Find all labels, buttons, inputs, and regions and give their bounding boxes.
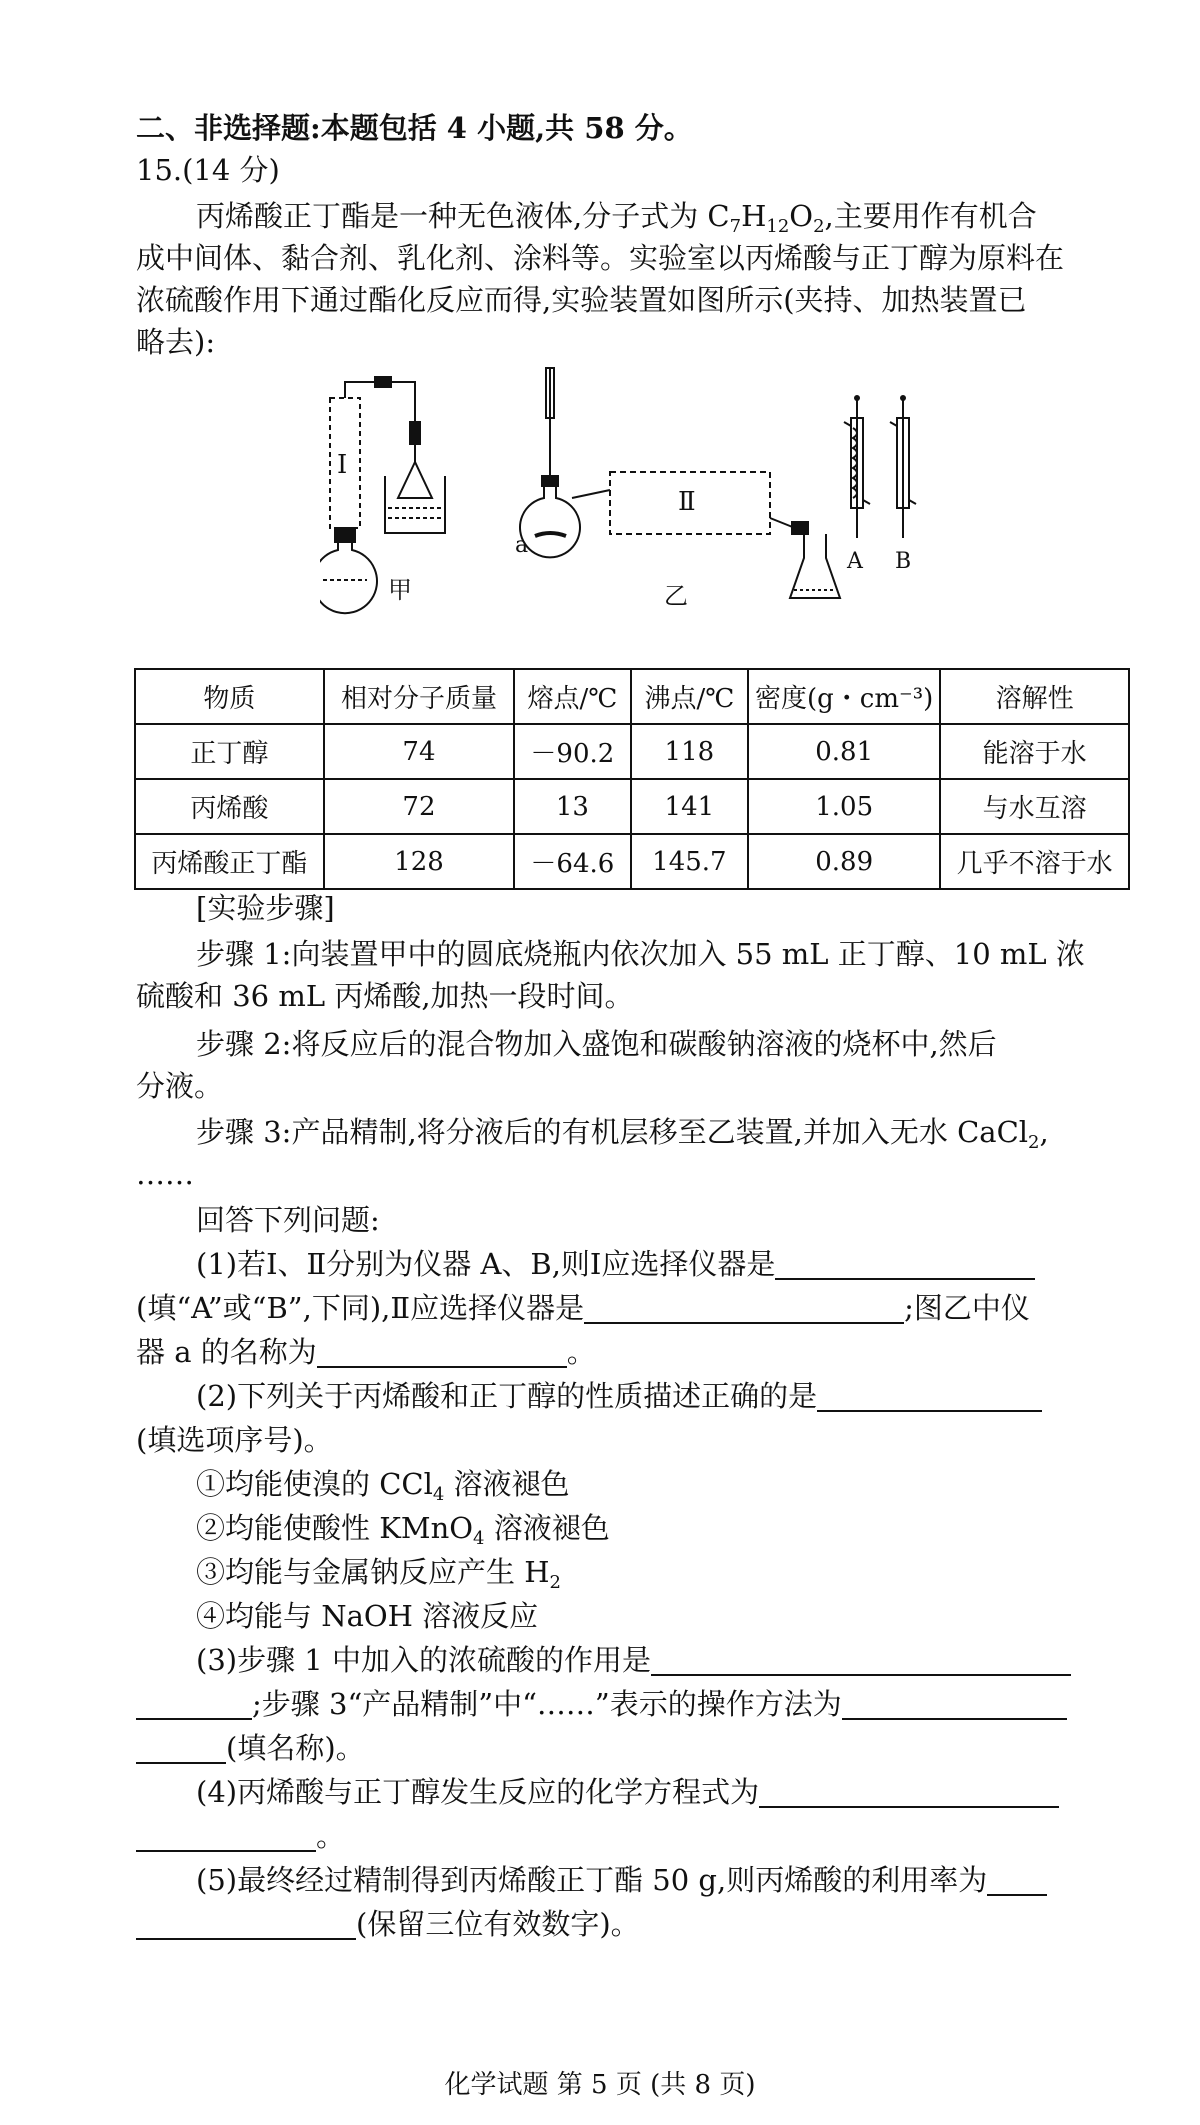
caption-jia: 甲: [388, 576, 412, 604]
q3-line-1: (3)步骤 1 中加入的浓硫酸的作用是: [196, 1640, 1126, 1680]
table-cell: 丙烯酸: [135, 779, 324, 834]
step2-line-1: 步骤 2:将反应后的混合物加入盛饱和碳酸钠溶液的烧杯中,然后: [196, 1027, 997, 1061]
q5-blank-b[interactable]: [136, 1908, 356, 1940]
q2-line-2: (填选项序号)。: [136, 1423, 333, 1457]
table-row: [135, 724, 1129, 779]
table-cell: 74: [324, 724, 514, 779]
q5-line-1: (5)最终经过精制得到丙烯酸正丁酯 50 g,则丙烯酸的利用率为: [196, 1860, 1126, 1900]
intro-line-3: 浓硫酸作用下通过酯化反应而得,实验装置如图所示(夹持、加热装置已: [136, 283, 1027, 317]
q2-line-1: (2)下列关于丙烯酸和正丁醇的性质描述正确的是: [196, 1376, 1126, 1416]
q3-line-3: (填名称)。: [136, 1728, 1126, 1768]
q3-blank-2a[interactable]: [842, 1688, 1067, 1720]
q1-line-3: 器 a 的名称为 。: [136, 1335, 596, 1369]
q2-option-1: ①均能使溴的 CCl$_4$ 溶液褪色: [196, 1467, 570, 1505]
q4-blank-b[interactable]: [136, 1820, 316, 1852]
table-cell: 72: [324, 779, 514, 834]
caption-yi: 乙: [664, 582, 688, 610]
instrument-B-top: [900, 395, 906, 401]
label-B: B: [895, 549, 912, 574]
label-I: Ⅰ: [337, 450, 348, 480]
q3-blank-1a[interactable]: [651, 1644, 1071, 1676]
table-header-cell: 密度(g・cm⁻³): [748, 669, 940, 724]
q4-blank-a[interactable]: [759, 1776, 1059, 1808]
table-row: [135, 834, 1129, 889]
step3-line-1: 步骤 3:产品精制,将分液后的有机层移至乙装置,并加入无水 CaCl$_2$,: [196, 1115, 1049, 1153]
step2-line-2: 分液。: [136, 1069, 224, 1103]
table-cell: 128: [324, 834, 514, 889]
label-II: Ⅱ: [678, 487, 696, 517]
table-header-cell: 沸点/℃: [631, 669, 749, 724]
table-header-cell: 物质: [135, 669, 324, 724]
q4-line-1: (4)丙烯酸与正丁醇发生反应的化学方程式为: [196, 1772, 1126, 1812]
q2-blank[interactable]: [817, 1380, 1042, 1412]
q2-option-4: ④均能与 NaOH 溶液反应: [196, 1599, 539, 1633]
q1-blank-2[interactable]: [584, 1292, 904, 1324]
apparatus-figure: [320, 358, 940, 618]
q3-blank-1b[interactable]: [136, 1688, 252, 1720]
q2-option-3: ③均能与金属钠反应产生 $H_2$: [196, 1555, 561, 1593]
table-header-row: [135, 669, 1129, 724]
table-cell: 与水互溶: [940, 779, 1129, 834]
table-cell: －90.2: [514, 724, 630, 779]
apparatus-diagram: [320, 358, 940, 618]
intro-line-2: 成中间体、黏合剂、乳化剂、涂料等。实验室以丙烯酸与正丁醇为原料在: [136, 241, 1065, 275]
q5-line-2: (保留三位有效数字)。: [136, 1904, 1126, 1944]
table-cell: －64.6: [514, 834, 630, 889]
table-cell: 118: [631, 724, 749, 779]
q2-option-2: ②均能使酸性 KMnO$_4$ 溶液褪色: [196, 1511, 610, 1549]
page-footer: 化学试题 第 5 页 (共 8 页): [444, 2070, 756, 2100]
table-cell: 几乎不溶于水: [940, 834, 1129, 889]
label-a: a: [515, 533, 529, 558]
instrument-A-top: [854, 395, 860, 401]
intro-line-1: 丙烯酸正丁酯是一种无色液体,分子式为 $C_7H_{12}O_2$,主要用作有机合: [196, 199, 1037, 237]
q3-blank-2b[interactable]: [136, 1732, 226, 1764]
q1-blank-1[interactable]: [775, 1248, 1035, 1280]
table-cell: 145.7: [631, 834, 749, 889]
q1-blank-3[interactable]: [317, 1336, 567, 1368]
intro-line-4: 略去):: [136, 325, 216, 359]
table-cell: 丙烯酸正丁酯: [135, 834, 324, 889]
section-heading: 二、非选择题:本题包括 4 小题,共 58 分。: [136, 111, 693, 145]
table-row: [135, 779, 1129, 834]
step1-line-2: 硫酸和 36 mL 丙烯酸,加热一段时间。: [136, 979, 634, 1013]
table-cell: 0.81: [748, 724, 940, 779]
q5-blank-a[interactable]: [987, 1864, 1047, 1896]
q3-line-2: ;步骤 3“产品精制”中“……”表示的操作方法为: [136, 1684, 1126, 1724]
table-cell: 正丁醇: [135, 724, 324, 779]
table-cell: 141: [631, 779, 749, 834]
step3-line-2: ……: [136, 1157, 194, 1191]
table-cell: 0.89: [748, 834, 940, 889]
table-header-cell: 溶解性: [940, 669, 1129, 724]
table-cell: 1.05: [748, 779, 940, 834]
table-header-cell: 相对分子质量: [324, 669, 514, 724]
table-cell: 13: [514, 779, 630, 834]
table-cell: 能溶于水: [940, 724, 1129, 779]
table-header-cell: 熔点/℃: [514, 669, 630, 724]
properties-table: [134, 668, 1130, 890]
q4-line-2: 。: [136, 1816, 1126, 1856]
answer-prompt: 回答下列问题:: [196, 1203, 380, 1237]
steps-heading: [实验步骤]: [196, 891, 335, 925]
q1-line-1: (1)若Ⅰ、Ⅱ分别为仪器 A、B,则Ⅰ应选择仪器是: [196, 1244, 1126, 1284]
label-A: A: [847, 549, 863, 574]
question-number: 15.(14 分): [136, 153, 280, 187]
q1-line-2: (填“A”或“B”,下同),Ⅱ应选择仪器是 ;图乙中仪: [136, 1291, 1030, 1325]
step1-line-1: 步骤 1:向装置甲中的圆底烧瓶内依次加入 55 mL 正丁醇、10 mL 浓: [196, 937, 1085, 971]
